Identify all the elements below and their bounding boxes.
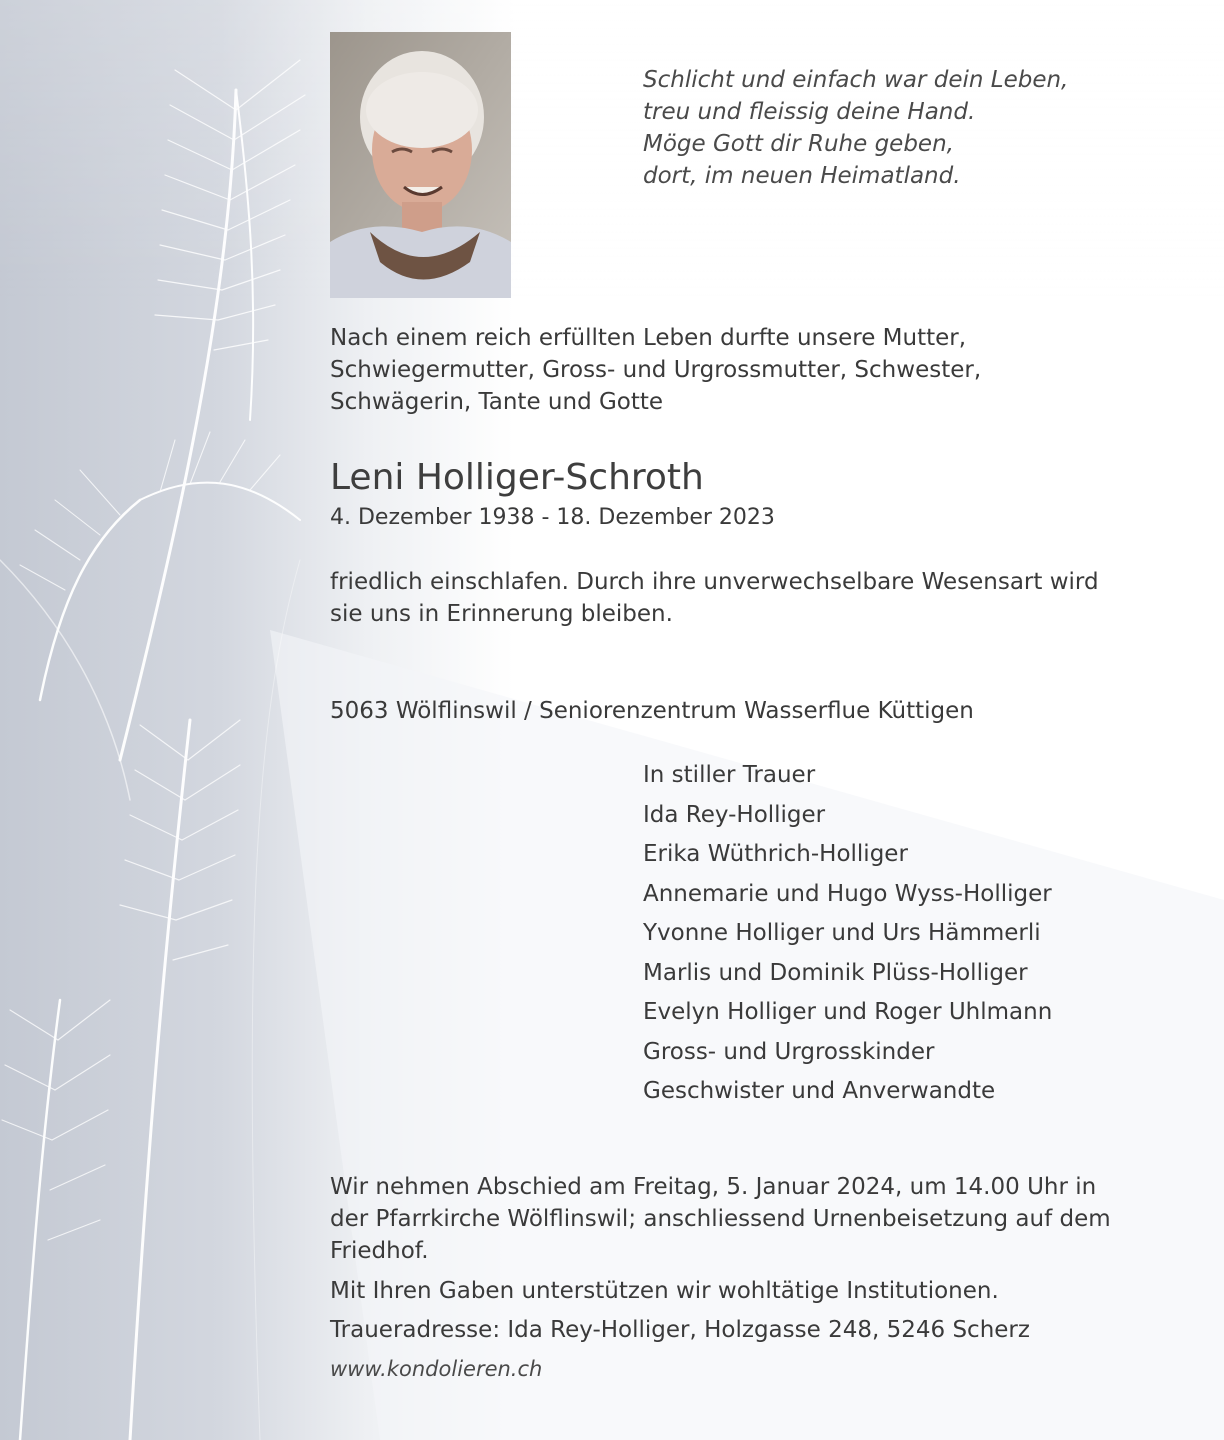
poem-line: Schlicht und einfach war dein Leben,	[643, 67, 1069, 93]
condolence-website-link[interactable]: www.kondolieren.ch	[330, 1357, 543, 1381]
location-line: 5063 Wölflinswil / Seniorenzentrum Wasserflue Küttigen	[330, 698, 974, 724]
intro-line: Schwägerin, Tante und Gotte	[330, 389, 664, 415]
passage-line: friedlich einschlafen. Durch ihre unverwechselbare Wesensart wird	[330, 569, 1099, 595]
service-paragraph	[330, 1171, 1111, 1267]
portrait-photo	[330, 32, 511, 298]
mourner-item: Annemarie und Hugo Wyss-Holliger	[643, 880, 1052, 907]
mourner-item: Evelyn Holliger und Roger Uhlmann	[643, 999, 1053, 1025]
mourning-address: Traueradresse: Ida Rey-Holliger, Holzgasse 248, 5246 Scherz	[330, 1317, 1030, 1343]
service-line: Wir nehmen Abschied am Freitag, 5. Januar 2024, um 14.00 Uhr in	[330, 1174, 1097, 1200]
mourner-item: Ida Rey-Holliger	[643, 801, 826, 828]
mourner-item: Marlis und Dominik Plüss-Holliger	[643, 959, 1028, 986]
mourner-item: Erika Wüthrich-Holliger	[643, 841, 908, 867]
deceased-name: Leni Holliger-Schroth	[330, 457, 704, 498]
poem-line: treu und fleissig deine Hand.	[643, 99, 976, 125]
poem	[643, 64, 1068, 192]
passage-paragraph	[330, 566, 1099, 630]
portrait-image	[330, 32, 511, 298]
life-dates: 4. Dezember 1938 - 18. Dezember 2023	[330, 505, 775, 530]
mourner-item: Gross- und Urgrosskinder	[643, 1038, 935, 1065]
service-line: Friedhof.	[330, 1238, 429, 1264]
mourners-list	[643, 756, 1052, 1112]
poem-line: Möge Gott dir Ruhe geben,	[643, 131, 954, 157]
intro-line: Schwiegermutter, Gross- und Urgrossmutter, Schwester,	[330, 357, 982, 383]
passage-line: sie uns in Erinnerung bleiben.	[330, 601, 673, 627]
mourner-item: Yvonne Holliger und Urs Hämmerli	[643, 920, 1041, 946]
intro-line: Nach einem reich erfüllten Leben durfte unsere Mutter,	[330, 325, 967, 351]
intro-paragraph	[330, 322, 981, 418]
donations-note: Mit Ihren Gaben unterstützen wir wohltätige Institutionen.	[330, 1278, 999, 1304]
poem-line: dort, im neuen Heimatland.	[643, 163, 961, 189]
mourners-heading: In stiller Trauer	[643, 762, 816, 788]
mourner-item: Geschwister und Anverwandte	[643, 1078, 996, 1104]
service-line: der Pfarrkirche Wölflinswil; anschliessend Urnenbeisetzung auf dem	[330, 1206, 1111, 1232]
